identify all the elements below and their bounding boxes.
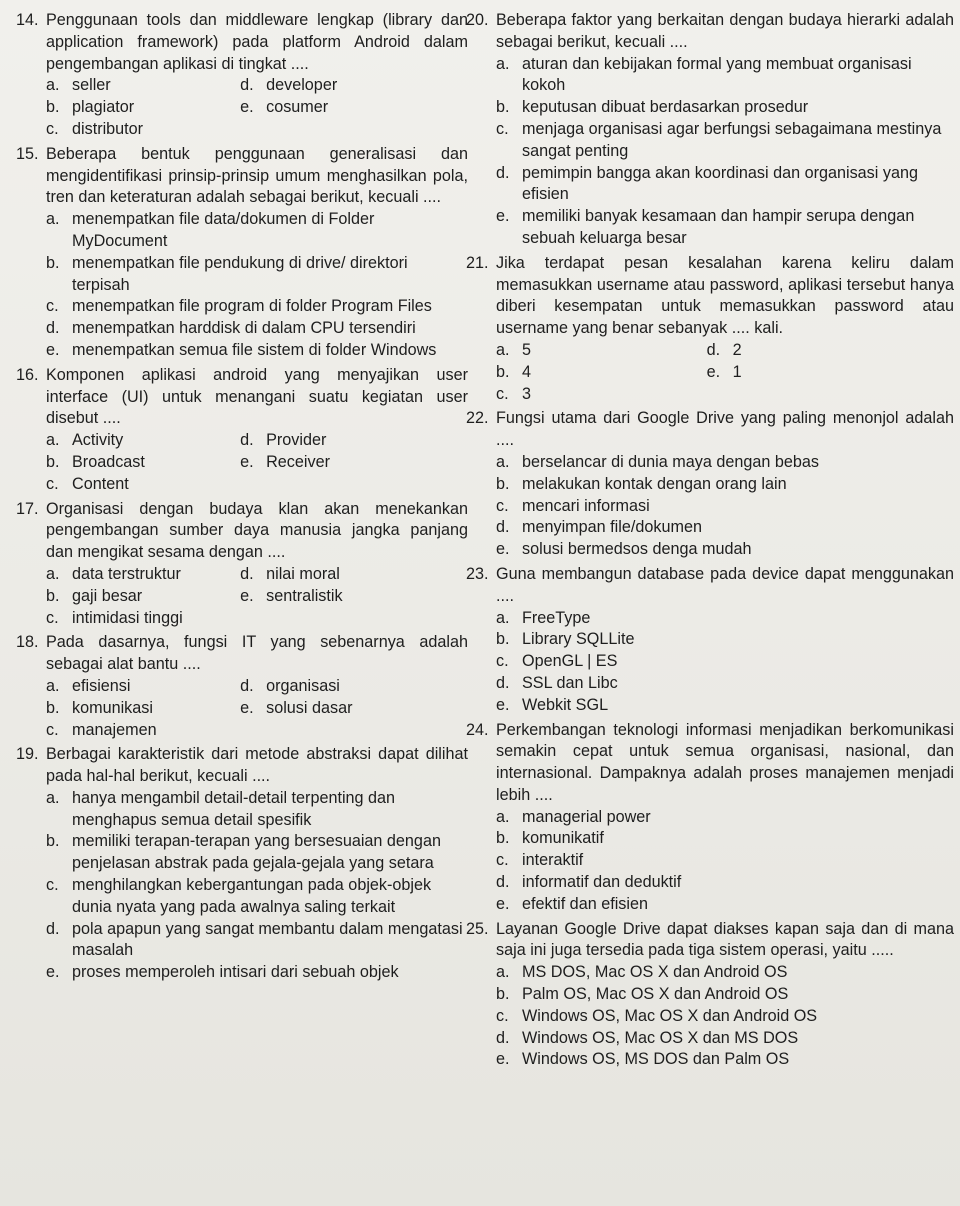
answer-options: [466, 340, 954, 405]
option-letter: b.: [496, 630, 510, 649]
option-letter: d.: [496, 873, 510, 892]
answer-option: [240, 97, 468, 119]
answer-option: [46, 831, 468, 875]
option-text: komunikatif: [522, 829, 604, 848]
option-text: 1: [732, 362, 742, 381]
answer-option: [496, 673, 954, 695]
option-letter: d.: [46, 319, 60, 338]
option-text: berselancar di dunia maya dengan bebas: [522, 452, 819, 471]
option-letter: c.: [46, 297, 59, 316]
answer-option: [496, 629, 954, 651]
option-letter: d.: [240, 76, 254, 95]
option-text: interaktif: [522, 851, 584, 870]
question-text: Penggunaan tools dan middleware lengkap (library dan application framework) pada platform Android dalam pengembangan aplikasi di tingkat ....: [46, 11, 468, 73]
answer-options: [16, 788, 468, 984]
question-item: [16, 144, 468, 362]
option-text: informatif dan deduktif: [522, 873, 682, 892]
answer-option: [496, 384, 707, 406]
answer-option: [496, 1006, 954, 1028]
answer-option: [240, 698, 468, 720]
answer-option: [496, 984, 954, 1006]
question-header: [466, 564, 954, 608]
option-text: 5: [522, 340, 532, 359]
option-text: menempatkan file data/dokumen di Folder MyDocument: [72, 210, 375, 250]
answer-option: [707, 362, 954, 384]
option-text: developer: [266, 76, 338, 95]
option-text: 2: [732, 340, 742, 359]
option-letter: b.: [496, 829, 510, 848]
answer-option: [496, 1028, 954, 1050]
question-header: [16, 365, 468, 430]
answer-option: [240, 452, 468, 474]
answer-option: [46, 586, 240, 608]
option-text: FreeType: [522, 608, 591, 627]
question-number: 23.: [466, 564, 489, 583]
answer-option: [46, 962, 468, 984]
option-letter: b.: [496, 362, 510, 381]
option-letter: e.: [240, 698, 254, 717]
question-item: [466, 919, 954, 1072]
answer-option: [46, 698, 240, 720]
option-text: menyimpan file/dokumen: [522, 518, 702, 537]
option-text: Windows OS, Mac OS X dan MS DOS: [522, 1028, 799, 1047]
answer-option: [46, 720, 240, 742]
answer-option: [46, 209, 468, 253]
option-text: memiliki banyak kesamaan dan hampir serupa dengan sebuah keluarga besar: [522, 207, 915, 247]
option-letter: b.: [496, 474, 510, 493]
answer-options: [466, 962, 954, 1071]
option-text: menempatkan file pendukung di drive/ direktori terpisah: [72, 253, 408, 294]
option-letter: e.: [240, 452, 254, 471]
question-item: [466, 564, 954, 717]
option-text: data terstruktur: [72, 564, 181, 583]
option-letter: a.: [496, 54, 510, 73]
option-text: Library SQLLite: [522, 630, 635, 649]
option-text: memiliki terapan-terapan yang bersesuaian dengan penjelasan abstrak pada gejala-gejala yang setara: [72, 832, 441, 873]
option-letter: c.: [46, 474, 59, 493]
right-column: [466, 10, 954, 1074]
answer-options: [16, 676, 468, 741]
option-letter: a.: [496, 340, 510, 359]
option-letter: d.: [240, 564, 254, 583]
answer-option: [496, 1049, 954, 1071]
option-letter: b.: [46, 586, 60, 605]
option-text: MS DOS, Mac OS X dan Android OS: [522, 963, 788, 982]
answer-option: [46, 788, 468, 832]
answer-option: [46, 564, 240, 586]
option-text: Palm OS, Mac OS X dan Android OS: [522, 985, 789, 1004]
question-text: Jika terdapat pesan kesalahan karena keliru dalam memasukkan username atau password, aplikasi tersebut hanya diberi kesempatan untuk memasukkan password atau username yang benar sebanyak .... kali.: [496, 253, 954, 338]
option-text: pola apapun yang sangat membantu dalam mengatasi masalah: [72, 919, 463, 960]
question-text: Layanan Google Drive dapat diakses kapan saja dan di mana saja ini juga tersedia pada tiga sistem operasi, yaitu .....: [496, 919, 954, 960]
option-text: melakukan kontak dengan orang lain: [522, 474, 787, 493]
question-text: Guna membangun database pada device dapat menggunakan ....: [496, 564, 954, 605]
option-letter: e.: [240, 98, 254, 117]
answer-option: [496, 517, 954, 539]
option-letter: e.: [46, 340, 60, 359]
left-column: [16, 10, 468, 987]
answer-option: [240, 564, 468, 586]
option-letter: d.: [496, 673, 510, 692]
answer-option: [46, 75, 240, 97]
question-text: Organisasi dengan budaya klan akan menekankan pengembangan sumber daya manusia jangka panjang dan mengikat sesama dengan ....: [46, 499, 468, 562]
option-text: managerial power: [522, 807, 651, 826]
question-number: 25.: [466, 919, 489, 938]
option-letter: e.: [496, 695, 510, 714]
option-letter: c.: [496, 652, 509, 671]
option-letter: c.: [46, 608, 59, 627]
answer-option: [707, 340, 954, 362]
answer-option: [240, 676, 468, 698]
option-text: menempatkan file program di folder Program Files: [72, 297, 432, 316]
option-text: Windows OS, MS DOS dan Palm OS: [522, 1050, 790, 1069]
answer-option: [46, 296, 468, 318]
option-text: organisasi: [266, 676, 340, 695]
answer-option: [496, 872, 954, 894]
option-text: Provider: [266, 431, 327, 450]
option-letter: c.: [46, 876, 59, 895]
question-item: [466, 720, 954, 916]
question-number: 16.: [16, 365, 39, 384]
answer-options: [16, 75, 468, 140]
option-letter: a.: [496, 963, 510, 982]
answer-option: [46, 318, 468, 340]
option-letter: a.: [496, 608, 510, 627]
option-letter: b.: [46, 832, 60, 851]
option-text: keputusan dibuat berdasarkan prosedur: [522, 98, 809, 117]
option-letter: a.: [46, 431, 60, 450]
option-text: nilai moral: [266, 564, 340, 583]
option-text: proses memperoleh intisari dari sebuah objek: [72, 963, 399, 982]
option-letter: e.: [496, 1050, 510, 1069]
answer-option: [496, 54, 954, 98]
option-text: menjaga organisasi agar berfungsi sebagaimana mestinya sangat penting: [522, 119, 942, 160]
question-item: [16, 365, 468, 496]
question-number: 15.: [16, 144, 39, 163]
question-header: [466, 919, 954, 963]
question-header: [16, 632, 468, 676]
option-letter: e.: [240, 586, 254, 605]
question-text: Komponen aplikasi android yang menyajikan user interface (UI) untuk menangani suatu kegiatan user disebut ....: [46, 365, 468, 428]
option-letter: b.: [46, 253, 60, 272]
option-text: menempatkan harddisk di dalam CPU tersendiri: [72, 319, 416, 338]
answer-option: [240, 75, 468, 97]
answer-option: [496, 452, 954, 474]
option-letter: d.: [240, 676, 254, 695]
answer-option: [496, 828, 954, 850]
option-letter: a.: [46, 676, 60, 695]
option-text: seller: [72, 76, 111, 95]
question-number: 14.: [16, 11, 39, 29]
question-number: 22.: [466, 409, 489, 428]
option-letter: d.: [240, 431, 254, 450]
option-letter: b.: [46, 698, 60, 717]
option-text: menghilangkan kebergantungan pada objek-objek dunia nyata yang pada awalnya saling terkait: [72, 876, 432, 916]
question-header: [16, 10, 468, 75]
answer-option: [46, 430, 240, 452]
option-letter: c.: [496, 119, 509, 138]
option-letter: b.: [496, 985, 510, 1004]
answer-option: [496, 850, 954, 872]
question-header: [466, 408, 954, 452]
option-text: manajemen: [72, 720, 157, 739]
option-letter: e.: [496, 540, 510, 559]
option-text: efektif dan efisien: [522, 894, 648, 913]
option-text: cosumer: [266, 98, 329, 117]
answer-option: [496, 608, 954, 630]
answer-option: [46, 119, 240, 141]
option-letter: b.: [46, 452, 60, 471]
option-text: Windows OS, Mac OS X dan Android OS: [522, 1006, 818, 1025]
answer-option: [496, 651, 954, 673]
option-text: hanya mengambil detail-detail terpenting dan menghapus semua detail spesifik: [72, 788, 396, 829]
question-number: 18.: [16, 633, 39, 652]
answer-option: [46, 875, 468, 919]
answer-option: [496, 362, 707, 384]
option-letter: d.: [46, 919, 60, 938]
answer-option: [240, 586, 468, 608]
option-letter: b.: [46, 98, 60, 117]
answer-options: [16, 209, 468, 362]
option-letter: c.: [46, 720, 59, 739]
answer-option: [240, 430, 468, 452]
option-text: OpenGL | ES: [522, 652, 618, 671]
question-header: [466, 10, 954, 54]
option-text: gaji besar: [72, 586, 143, 605]
option-text: aturan dan kebijakan formal yang membuat organisasi kokoh: [522, 54, 912, 95]
answer-option: [496, 807, 954, 829]
option-text: intimidasi tinggi: [72, 608, 183, 627]
option-letter: a.: [496, 452, 510, 471]
answer-option: [496, 119, 954, 163]
question-header: [466, 720, 954, 807]
option-letter: a.: [46, 788, 60, 807]
answer-option: [496, 474, 954, 496]
question-number: 19.: [16, 745, 39, 764]
option-text: pemimpin bangga akan koordinasi dan organisasi yang efisien: [522, 163, 918, 204]
option-letter: c.: [496, 1006, 509, 1025]
option-text: plagiator: [72, 98, 135, 117]
option-text: komunikasi: [72, 698, 153, 717]
answer-option: [496, 206, 954, 250]
option-letter: e.: [496, 894, 510, 913]
answer-option: [46, 676, 240, 698]
question-header: [16, 499, 468, 564]
option-text: sentralistik: [266, 586, 343, 605]
answer-option: [46, 253, 468, 297]
option-text: menempatkan semua file sistem di folder Windows: [72, 340, 437, 359]
option-letter: c.: [496, 384, 509, 403]
question-number: 17.: [16, 499, 39, 518]
answer-option: [46, 474, 240, 496]
option-text: 4: [522, 362, 532, 381]
question-text: Fungsi utama dari Google Drive yang paling menonjol adalah ....: [496, 409, 954, 450]
option-letter: d.: [496, 163, 510, 182]
option-text: SSL dan Libc: [522, 673, 618, 692]
option-text: solusi bermedsos denga mudah: [522, 540, 752, 559]
option-text: distributor: [72, 119, 144, 138]
answer-option: [496, 695, 954, 717]
question-item: [16, 10, 468, 141]
option-text: mencari informasi: [522, 496, 650, 515]
answer-option: [496, 97, 954, 119]
question-number: 24.: [466, 720, 489, 739]
option-text: Activity: [72, 431, 124, 450]
question-item: [466, 10, 954, 250]
answer-option: [496, 340, 707, 362]
question-item: [16, 632, 468, 741]
question-text: Beberapa faktor yang berkaitan dengan budaya hierarki adalah sebagai berikut, kecuali ....: [496, 11, 954, 51]
option-letter: c.: [496, 851, 509, 870]
answer-option: [496, 496, 954, 518]
option-letter: a.: [46, 210, 60, 229]
question-text: Pada dasarnya, fungsi IT yang sebenarnya adalah sebagai alat bantu ....: [46, 633, 468, 674]
question-number: 21.: [466, 253, 489, 272]
option-letter: c.: [46, 119, 59, 138]
option-letter: d.: [706, 340, 721, 359]
answer-options: [16, 564, 468, 629]
answer-option: [46, 97, 240, 119]
option-letter: a.: [496, 807, 510, 826]
option-text: 3: [522, 384, 532, 403]
answer-options: [466, 54, 954, 250]
question-number: 20.: [466, 11, 489, 29]
question-item: [16, 499, 468, 630]
option-letter: c.: [496, 496, 509, 515]
question-text: Beberapa bentuk penggunaan generalisasi dan mengidentifikasi prinsip-prinsip umum menghasilkan pola, tren dan keteraturan adalah sebagai berikut, kecuali ....: [46, 144, 468, 207]
answer-option: [496, 163, 954, 207]
answer-option: [496, 894, 954, 916]
question-text: Berbagai karakteristik dari metode abstraksi dapat dilihat pada hal-hal berikut, kecuali ....: [46, 745, 468, 786]
answer-options: [466, 452, 954, 561]
option-text: efisiensi: [72, 676, 131, 695]
option-letter: d.: [496, 518, 510, 537]
option-text: Receiver: [266, 452, 330, 471]
option-letter: e.: [46, 963, 60, 982]
option-text: Webkit SGL: [522, 695, 609, 714]
option-letter: a.: [46, 564, 60, 583]
option-letter: e.: [706, 362, 721, 381]
answer-option: [46, 608, 240, 630]
option-letter: d.: [496, 1028, 510, 1047]
answer-options: [466, 807, 954, 916]
answer-option: [46, 340, 468, 362]
option-text: Content: [72, 474, 129, 493]
question-header: [16, 744, 468, 788]
question-header: [16, 144, 468, 209]
answer-option: [46, 919, 468, 963]
answer-options: [466, 608, 954, 717]
answer-option: [46, 452, 240, 474]
option-letter: b.: [496, 98, 510, 117]
answer-option: [496, 962, 954, 984]
option-text: Broadcast: [72, 452, 145, 471]
option-letter: e.: [496, 207, 510, 226]
question-item: [16, 744, 468, 984]
question-item: [466, 253, 954, 406]
question-text: Perkembangan teknologi informasi menjadikan berkomunikasi semakin cepat untuk semua organisasi, nasional, dan internasional. Dampaknya adalah proses manajemen menjadi lebih ....: [496, 720, 954, 804]
answer-options: [16, 430, 468, 495]
question-item: [466, 408, 954, 561]
answer-option: [496, 539, 954, 561]
option-text: solusi dasar: [266, 698, 353, 717]
option-letter: a.: [46, 76, 60, 95]
question-header: [466, 253, 954, 340]
